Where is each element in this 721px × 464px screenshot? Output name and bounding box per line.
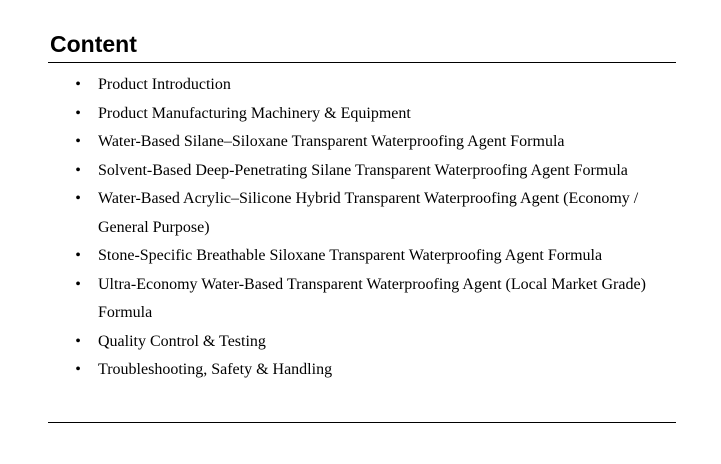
toc-item-solvent-based-silane	[0, 157, 658, 186]
bullet-icon: •	[75, 361, 81, 378]
bullet-icon: •	[75, 275, 81, 293]
toc-item-text: Quality Control & Testing	[98, 332, 266, 350]
toc-item-stone-specific-siloxane	[0, 242, 658, 271]
toc-item-water-based-silane-siloxane	[0, 128, 658, 157]
toc-item-acrylic-silicone-hybrid	[0, 185, 658, 242]
section-heading: Content	[50, 31, 137, 57]
bullet-icon: •	[75, 247, 81, 264]
toc-item-text: Product Introduction	[98, 76, 231, 93]
toc-item-text: Water-Based Acrylic–Silicone Hybrid Transparent Waterproofing Agent (Economy / General Purpose)	[98, 190, 639, 236]
bullet-icon: •	[75, 104, 81, 122]
toc-item-product-introduction	[0, 71, 658, 100]
heading-divider	[48, 62, 676, 63]
bullet-icon: •	[75, 332, 81, 350]
toc-item-text: Solvent-Based Deep-Penetrating Silane Transparent Waterproofing Agent Formula	[98, 161, 628, 179]
bullet-icon: •	[75, 133, 81, 150]
table-of-contents-list	[0, 71, 721, 385]
toc-item-text: Water-Based Silane–Siloxane Transparent Waterproofing Agent Formula	[98, 133, 565, 150]
toc-item-text: Troubleshooting, Safety & Handling	[98, 361, 333, 378]
bullet-icon: •	[75, 190, 81, 207]
toc-item-machinery-equipment	[0, 100, 658, 129]
toc-item-text: Ultra-Economy Water-Based Transparent Waterproofing Agent (Local Market Grade) Formula	[98, 275, 646, 321]
toc-item-troubleshooting-safety	[0, 356, 658, 385]
page-bottom-divider	[48, 422, 676, 423]
toc-item-text: Product Manufacturing Machinery & Equipment	[98, 104, 411, 122]
bullet-icon: •	[75, 76, 81, 93]
toc-item-ultra-economy	[0, 271, 658, 328]
toc-item-quality-control	[0, 328, 658, 357]
toc-item-text: Stone-Specific Breathable Siloxane Transparent Waterproofing Agent Formula	[98, 247, 603, 264]
bullet-icon: •	[75, 161, 81, 179]
